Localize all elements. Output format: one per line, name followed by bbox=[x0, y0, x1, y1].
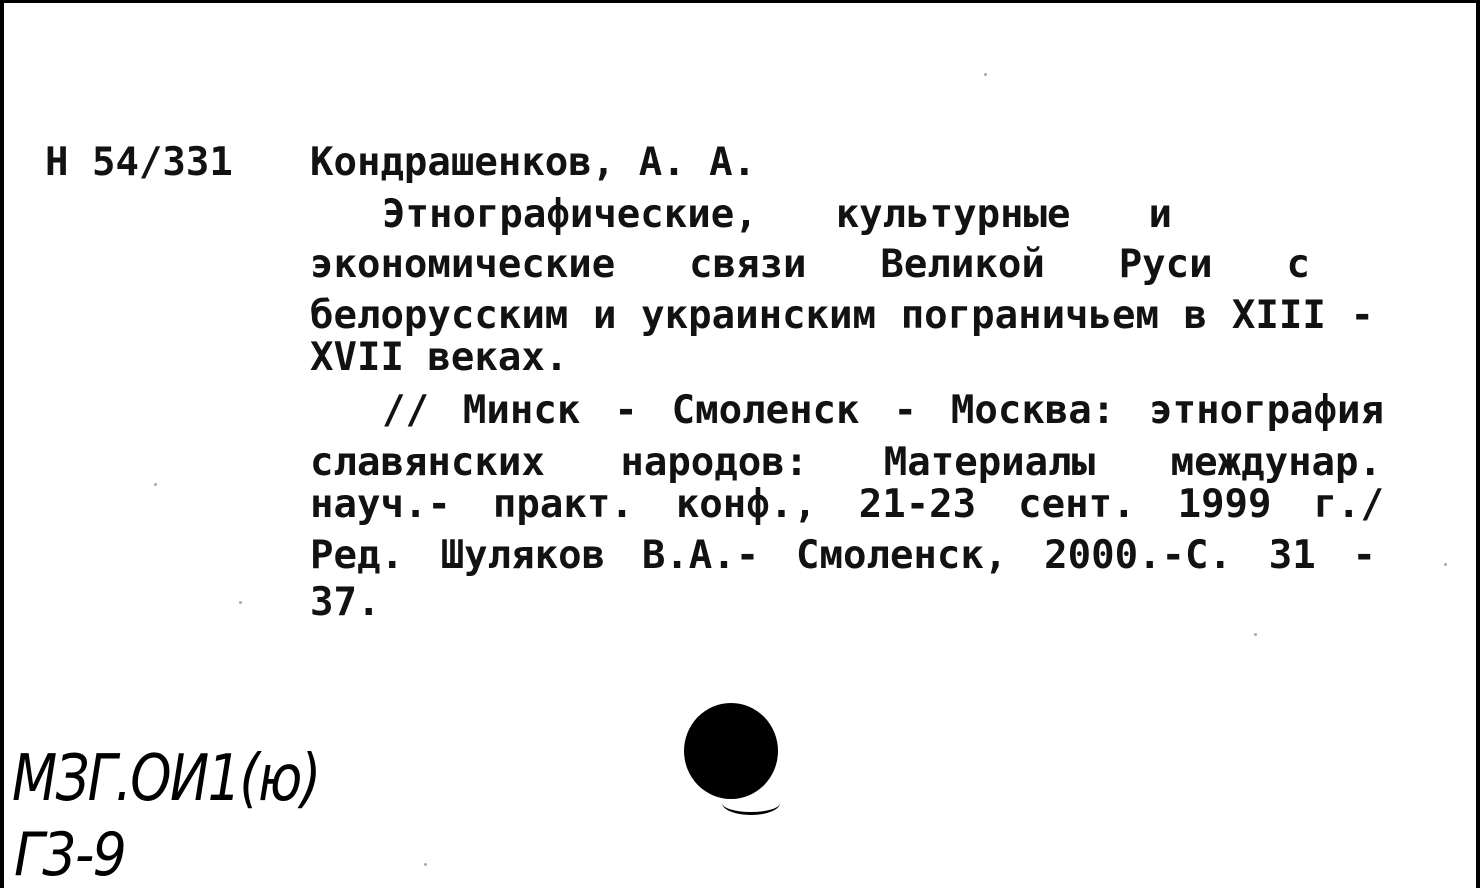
scan-speck bbox=[424, 863, 427, 866]
source-line-5: 37. bbox=[310, 580, 381, 625]
source-line-4: Ред. Шуляков В.А.- Смоленск, 2000.-С. 31 - bbox=[310, 536, 1376, 576]
punch-hole-shadow bbox=[722, 791, 780, 815]
source-line-3: науч.- практ. конф., 21-23 сент. 1999 г./ bbox=[310, 485, 1384, 525]
title-line-2: экономические связи Великой Руси с bbox=[310, 245, 1310, 285]
source-line-2: славянских народов: Материалы междунар. bbox=[310, 443, 1382, 483]
source-line-1: // Минск - Смоленск - Москва: этнография bbox=[382, 391, 1384, 431]
handwritten-shelfmark-line-1: МЗГ.ОИ1(ю) bbox=[12, 742, 320, 816]
handwritten-shelfmark-line-2: Г3-9 bbox=[14, 820, 126, 888]
title-line-1: Этнографические, культурные и bbox=[382, 195, 1172, 235]
scan-speck bbox=[239, 601, 242, 604]
punch-hole bbox=[684, 703, 778, 799]
title-line-4: XVII веках. bbox=[310, 335, 569, 380]
scan-speck bbox=[984, 73, 987, 76]
scan-speck bbox=[154, 483, 157, 486]
title-line-3: белорусским и украинским пограничьем в XIII - bbox=[310, 296, 1374, 336]
call-number: Н 54/331 bbox=[45, 140, 233, 185]
scan-speck bbox=[1444, 563, 1447, 566]
scan-speck bbox=[1254, 633, 1257, 636]
author-heading: Кондрашенков, А. А. bbox=[310, 140, 757, 185]
